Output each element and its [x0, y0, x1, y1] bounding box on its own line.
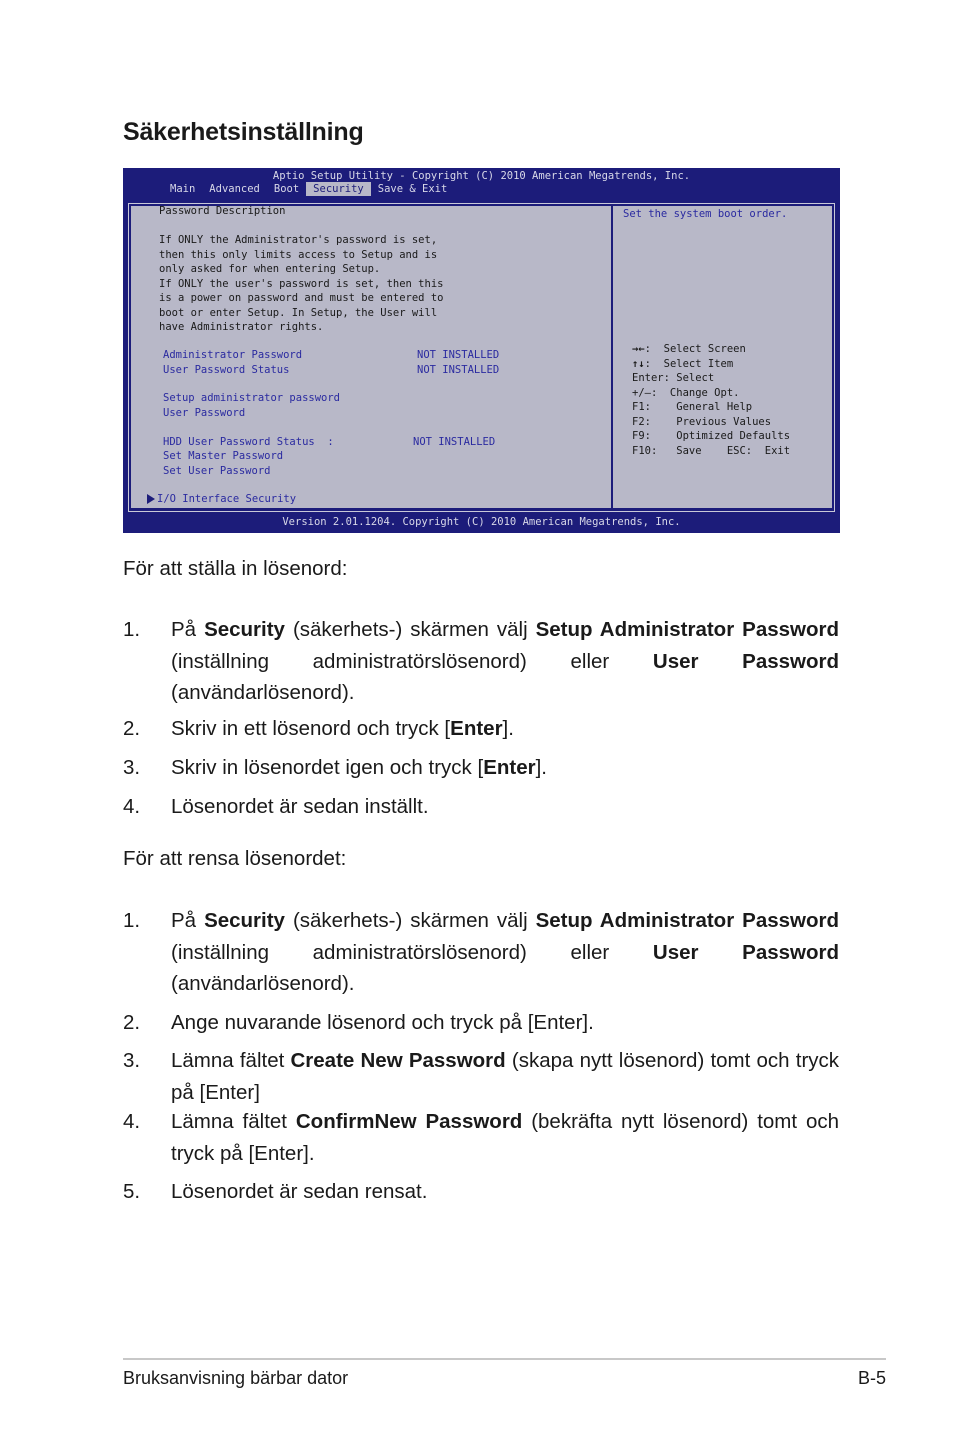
description-line: If ONLY the user's password is set, then this [159, 277, 444, 290]
clear-step-1: 1. På Security (säkerhets-) skärmen välj Setup Administrator Password (inställning administratörslösenord) eller User Password (användarlösenord). [123, 909, 839, 995]
submenu-arrow-icon [147, 494, 155, 504]
admin-password-value: NOT INSTALLED [417, 349, 500, 361]
user-password-status-label: User Password Status [163, 363, 290, 376]
footer-manual-title: Bruksanvisning bärbar dator [123, 1368, 349, 1388]
user-password-status-value: NOT INSTALLED [417, 363, 500, 376]
page-title: Säkerhetsinställning [123, 118, 364, 146]
set-user-password-item[interactable]: Set User Password [163, 464, 271, 477]
bios-tab-save-exit[interactable]: Save & Exit [377, 183, 448, 195]
description-line: only asked for when entering Setup. [159, 263, 381, 275]
set-step-1: 1. På Security (säkerhets-) skärmen välj Setup Administrator Password (inställning administratörslösenord) eller User Password (användarlösenord). [123, 618, 839, 704]
key-change-opt: +/—: Change Opt. [632, 386, 740, 399]
arrow-left-right-icon: →← [632, 343, 645, 355]
arrow-up-down-icon: ↑↓ [632, 357, 645, 370]
description-line: have Administrator rights. [159, 321, 324, 333]
clear-step-2: 2. Ange nuvarande lösenord och tryck på [Enter]. [123, 1011, 594, 1034]
set-step-3: 3. Skriv in lösenordet igen och tryck [Enter]. [123, 756, 548, 779]
io-interface-security-item[interactable] [147, 492, 296, 506]
setup-admin-password-item[interactable]: Setup administrator password [163, 392, 341, 404]
bios-help-text: Set the system boot order. [623, 208, 788, 220]
clear-password-heading: För att rensa lösenordet: [123, 847, 347, 870]
set-step-2: 2. Skriv in ett lösenord och tryck [Enter]. [123, 717, 514, 740]
hdd-user-password-status-label: HDD User Password Status : [163, 436, 334, 448]
key-f10-esc: F10: Save ESC: Exit [632, 444, 791, 457]
bios-tab-boot[interactable]: Boot [273, 183, 300, 195]
key-f1: F1: General Help [632, 401, 753, 413]
description-line: then this only limits access to Setup and is [159, 248, 438, 261]
bios-title: Aptio Setup Utility - Copyright (C) 2010 American Megatrends, Inc. [272, 170, 691, 182]
clear-step-4: 4. Lämna fältet ConfirmNew Password (bekräfta nytt lösenord) tomt och tryck på [Enter]. [123, 1110, 840, 1165]
clear-step-3: 3. Lämna fältet Create New Password (skapa nytt lösenord) tomt och tryck på [Enter] [123, 1049, 840, 1104]
bios-tab-security[interactable]: Security [306, 182, 371, 196]
clear-step-5: 5. Lösenordet är sedan rensat. [123, 1180, 428, 1203]
footer-page-number: B-5 [857, 1368, 886, 1388]
admin-password-label: Administrator Password [163, 349, 303, 361]
bios-version: Version 2.01.1204. Copyright (C) 2010 American Megatrends, Inc. [282, 516, 681, 528]
bios-tab-main[interactable]: Main [170, 183, 196, 195]
key-select-screen: →←: Select Screen [632, 343, 746, 355]
set-step-4: 4. Lösenordet är sedan inställt. [123, 795, 429, 818]
set-password-heading: För att ställa in lösenord: [123, 557, 348, 580]
key-f2: F2: Previous Values [632, 415, 772, 428]
bios-tab-advanced[interactable]: Advanced [209, 183, 260, 195]
bios-divider [611, 204, 613, 510]
key-select-item: ↑↓: Select Item [632, 357, 734, 370]
description-line: If ONLY the Administrator's password is set, [159, 234, 438, 246]
hdd-user-password-status-value: NOT INSTALLED [413, 436, 496, 448]
io-interface-security-label: I/O Interface Security [157, 493, 297, 505]
footer-rule [123, 1358, 886, 1360]
key-enter: Enter: Select [632, 372, 715, 384]
user-password-item[interactable]: User Password [163, 407, 246, 419]
set-master-password-item[interactable]: Set Master Password [163, 450, 284, 462]
key-f9: F9: Optimized Defaults [632, 430, 791, 442]
description-heading: Password Description [159, 205, 286, 217]
description-line: is a power on password and must be entered to [159, 292, 444, 304]
bios-screenshot [123, 168, 840, 533]
bios-menu [163, 182, 454, 196]
description-line: boot or enter Setup. In Setup, the User will [159, 306, 438, 319]
